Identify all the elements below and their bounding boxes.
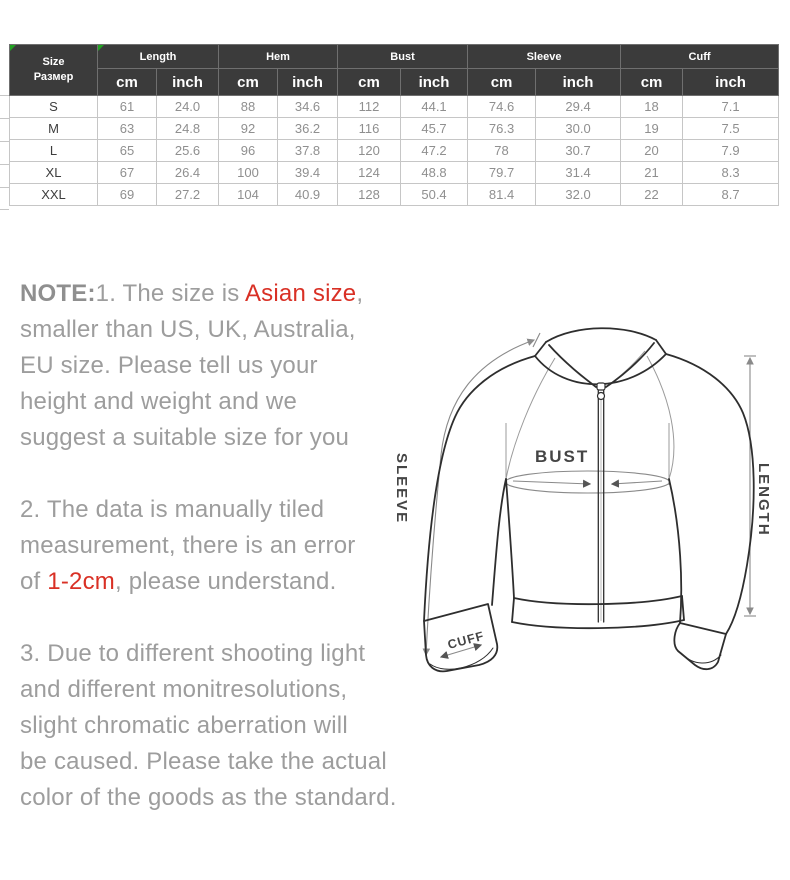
cell-marker-icon bbox=[98, 45, 104, 51]
cell-bust-inch: 48.8 bbox=[401, 162, 468, 184]
cell-bust-inch: 50.4 bbox=[401, 184, 468, 206]
bust-arrow-left bbox=[513, 481, 590, 484]
cell-marker-icon bbox=[10, 45, 16, 51]
table-edge-sliver bbox=[0, 44, 9, 210]
cell-sleeve-inch: 31.4 bbox=[536, 162, 621, 184]
cell-size: M bbox=[10, 118, 98, 140]
unit-header: inch bbox=[278, 69, 338, 96]
cell-length-inch: 24.0 bbox=[157, 96, 219, 118]
note-line: height and weight and we bbox=[20, 388, 298, 415]
unit-header: cm bbox=[98, 69, 157, 96]
cell-hem-inch: 39.4 bbox=[278, 162, 338, 184]
cell-bust-cm: 116 bbox=[338, 118, 401, 140]
cell-length-cm: 67 bbox=[98, 162, 157, 184]
table-row bbox=[10, 184, 779, 206]
cell-sleeve-cm: 74.6 bbox=[468, 96, 536, 118]
note-line: slight chromatic aberration will bbox=[20, 712, 348, 739]
cell-cuff-cm: 22 bbox=[621, 184, 683, 206]
unit-header: cm bbox=[621, 69, 683, 96]
cell-hem-cm: 88 bbox=[219, 96, 278, 118]
unit-header: inch bbox=[683, 69, 779, 96]
cell-length-cm: 65 bbox=[98, 140, 157, 162]
cell-cuff-inch: 7.9 bbox=[683, 140, 779, 162]
unit-header: cm bbox=[219, 69, 278, 96]
cell-length-cm: 61 bbox=[98, 96, 157, 118]
column-header-sleeve: Sleeve bbox=[468, 45, 621, 69]
table-header-row-groups bbox=[10, 45, 779, 69]
size-label-en: Size bbox=[42, 56, 65, 68]
size-chart-table bbox=[9, 44, 779, 206]
column-header-length: Length bbox=[98, 45, 219, 69]
cell-sleeve-inch: 30.7 bbox=[536, 140, 621, 162]
cell-sleeve-inch: 30.0 bbox=[536, 118, 621, 140]
cell-hem-inch: 34.6 bbox=[278, 96, 338, 118]
cell-cuff-inch: 8.7 bbox=[683, 184, 779, 206]
cell-size: L bbox=[10, 140, 98, 162]
note-line: of 1-2cm, please understand. bbox=[20, 568, 337, 595]
cell-sleeve-cm: 78 bbox=[468, 140, 536, 162]
length-label: LENGTH bbox=[755, 463, 772, 537]
jacket-outline bbox=[424, 328, 754, 671]
cell-cuff-cm: 21 bbox=[621, 162, 683, 184]
cell-bust-cm: 120 bbox=[338, 140, 401, 162]
note-line: be caused. Please take the actual bbox=[20, 748, 387, 775]
unit-header: inch bbox=[536, 69, 621, 96]
note-label: NOTE: bbox=[20, 280, 96, 307]
cell-hem-inch: 40.9 bbox=[278, 184, 338, 206]
column-header-hem: Hem bbox=[219, 45, 338, 69]
cell-length-cm: 63 bbox=[98, 118, 157, 140]
cell-sleeve-cm: 81.4 bbox=[468, 184, 536, 206]
note-line: 3. Due to different shooting light bbox=[20, 640, 366, 667]
note-line: EU size. Please tell us your bbox=[20, 352, 318, 379]
note-line: smaller than US, UK, Australia, bbox=[20, 316, 356, 343]
cell-cuff-inch: 7.1 bbox=[683, 96, 779, 118]
table-row bbox=[10, 162, 779, 184]
cell-sleeve-inch: 29.4 bbox=[536, 96, 621, 118]
column-header-size bbox=[10, 45, 98, 96]
cell-bust-cm: 112 bbox=[338, 96, 401, 118]
cell-length-inch: 25.6 bbox=[157, 140, 219, 162]
note-line: and different monitresolutions, bbox=[20, 676, 348, 703]
cell-bust-inch: 45.7 bbox=[401, 118, 468, 140]
cell-sleeve-inch: 32.0 bbox=[536, 184, 621, 206]
cell-length-cm: 69 bbox=[98, 184, 157, 206]
cell-size: S bbox=[10, 96, 98, 118]
sleeve-measure-line bbox=[426, 340, 534, 655]
bust-label: BUST bbox=[535, 447, 590, 466]
cell-cuff-inch: 7.5 bbox=[683, 118, 779, 140]
table-row bbox=[10, 96, 779, 118]
jacket-measurement-diagram bbox=[385, 295, 790, 705]
highlight-error-range: 1-2cm bbox=[47, 568, 115, 595]
cell-cuff-cm: 20 bbox=[621, 140, 683, 162]
cell-bust-cm: 128 bbox=[338, 184, 401, 206]
table-row bbox=[10, 140, 779, 162]
note-line: 2. The data is manually tiled bbox=[20, 496, 325, 523]
unit-header: inch bbox=[401, 69, 468, 96]
note-line: color of the goods as the standard. bbox=[20, 784, 397, 811]
size-label-ru: Размер bbox=[33, 71, 74, 83]
cuff-label: CUFF bbox=[446, 628, 486, 652]
cell-hem-inch: 36.2 bbox=[278, 118, 338, 140]
cell-hem-cm: 104 bbox=[219, 184, 278, 206]
table-row bbox=[10, 118, 779, 140]
unit-header: cm bbox=[468, 69, 536, 96]
unit-header: inch bbox=[157, 69, 219, 96]
table-header-row-units bbox=[10, 69, 779, 96]
column-header-bust: Bust bbox=[338, 45, 468, 69]
cell-sleeve-cm: 76.3 bbox=[468, 118, 536, 140]
cell-bust-inch: 47.2 bbox=[401, 140, 468, 162]
cell-cuff-inch: 8.3 bbox=[683, 162, 779, 184]
cell-hem-inch: 37.8 bbox=[278, 140, 338, 162]
highlight-asian-size: Asian size bbox=[244, 280, 357, 307]
bust-arrow-right bbox=[612, 481, 662, 484]
cell-length-inch: 24.8 bbox=[157, 118, 219, 140]
cell-cuff-cm: 19 bbox=[621, 118, 683, 140]
cell-cuff-cm: 18 bbox=[621, 96, 683, 118]
cell-hem-cm: 100 bbox=[219, 162, 278, 184]
cell-length-inch: 27.2 bbox=[157, 184, 219, 206]
cell-hem-cm: 96 bbox=[219, 140, 278, 162]
column-header-cuff: Cuff bbox=[621, 45, 779, 69]
cell-size: XXL bbox=[10, 184, 98, 206]
unit-header: cm bbox=[338, 69, 401, 96]
cell-sleeve-cm: 79.7 bbox=[468, 162, 536, 184]
cell-size: XL bbox=[10, 162, 98, 184]
sleeve-label: SLEEVE bbox=[393, 453, 410, 525]
cell-hem-cm: 92 bbox=[219, 118, 278, 140]
cell-length-inch: 26.4 bbox=[157, 162, 219, 184]
note-line: NOTE:1. The size is Asian size, bbox=[20, 280, 364, 307]
note-line: suggest a suitable size for you bbox=[20, 424, 350, 451]
cell-bust-inch: 44.1 bbox=[401, 96, 468, 118]
cell-bust-cm: 124 bbox=[338, 162, 401, 184]
jacket-seam-lines bbox=[506, 351, 674, 621]
measurement-lines bbox=[426, 333, 756, 657]
note-line: measurement, there is an error bbox=[20, 532, 356, 559]
